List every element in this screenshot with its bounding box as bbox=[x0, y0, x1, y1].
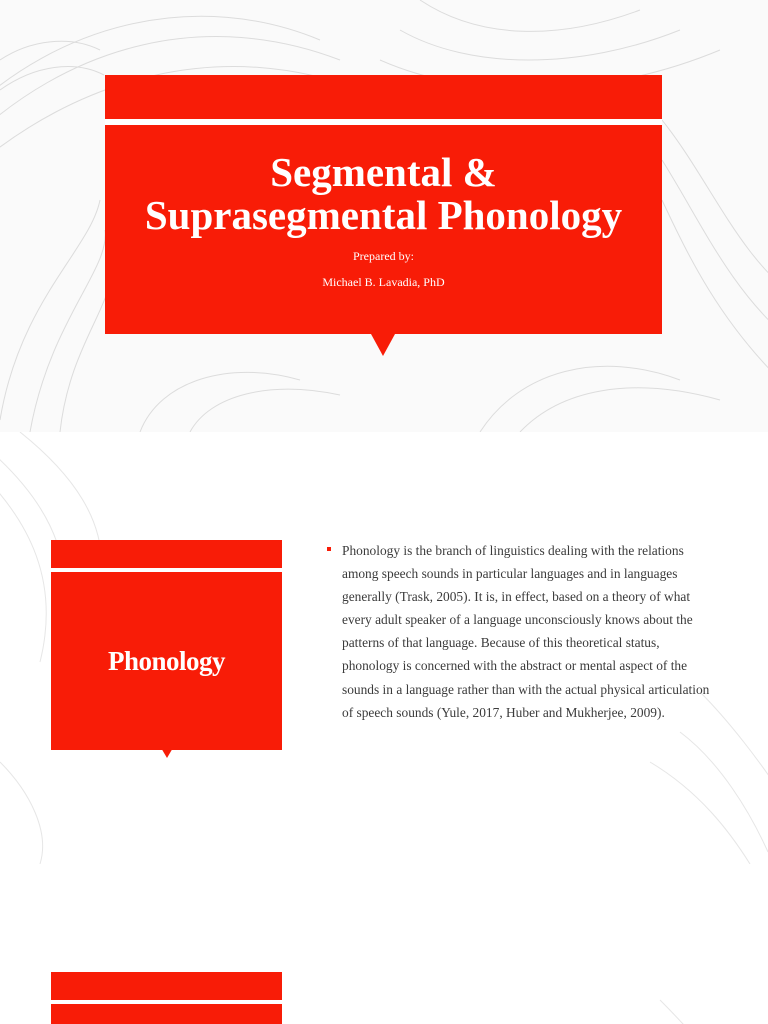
author-name: Michael B. Lavadia, PhD bbox=[322, 275, 445, 289]
title-pointer-arrow bbox=[371, 334, 395, 356]
bullet-marker bbox=[327, 547, 331, 551]
section-top-band bbox=[51, 540, 282, 568]
title-line-2: Suprasegmental Phonology bbox=[144, 192, 623, 238]
section-pointer-arrow bbox=[157, 741, 177, 758]
title-line-1: Segmental & bbox=[270, 149, 497, 195]
section-heading: Phonology bbox=[107, 645, 226, 676]
next-slide bbox=[0, 864, 768, 1024]
title-box bbox=[105, 125, 662, 334]
slide-title bbox=[105, 125, 662, 237]
title-block bbox=[105, 75, 662, 334]
bullet-list bbox=[328, 539, 718, 724]
phonology-slide bbox=[0, 432, 768, 864]
title-top-band bbox=[105, 75, 662, 119]
section-top-band bbox=[51, 972, 282, 1000]
bullet-item: Phonology is the branch of linguistics dealing with the relations among speech sounds in particular languages and in languages generally (Trask, 2005). It is, in effect, based on a theory of what every adult speaker of a language unconsciously knows about the patterns of that language. Because of this theoretical status, phonology is concerned with the abstract or mental aspect of the sounds in a language rather than with the actual physical articulation of speech sounds (Yule, 2017, Huber and Mukherjee, 2009). bbox=[342, 543, 710, 720]
prepared-by-label: Prepared by: bbox=[353, 249, 414, 263]
section-box bbox=[51, 1004, 282, 1024]
title-slide bbox=[0, 0, 768, 432]
section-box bbox=[51, 572, 282, 750]
